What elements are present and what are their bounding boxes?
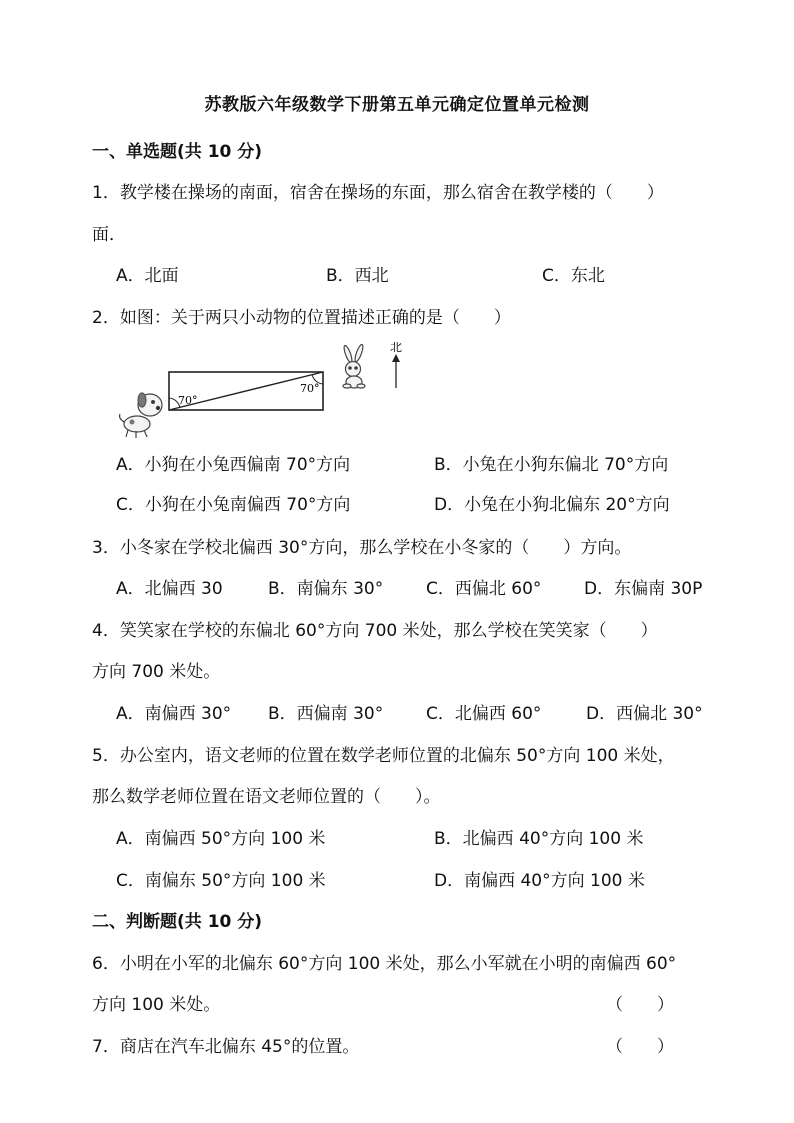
question-2-option-d[interactable]: D．小兔在小狗北偏东 20°方向	[434, 495, 670, 515]
question-6-answer-blank[interactable]: （ ）	[606, 995, 674, 1015]
question-4-text-cont: 方向 700 米处。	[92, 662, 221, 682]
section-heading-single-choice: 一、单选题(共 10 分)	[92, 142, 263, 162]
question-1-text-cont: 面．	[92, 225, 126, 245]
question-7-text: 7．商店在汽车北偏东 45°的位置。	[92, 1037, 360, 1057]
question-4-option-d[interactable]: D．西偏北 30°	[586, 704, 703, 724]
question-3-text: 3．小冬家在学校北偏西 30°方向，那么学校在小冬家的（ ）方向。	[92, 538, 632, 558]
north-arrow-icon	[392, 354, 400, 388]
angle-label-right: 70°	[300, 382, 320, 395]
question-3-option-d[interactable]: D．东偏南 30P	[584, 579, 703, 599]
question-2-option-a[interactable]: A．小狗在小兔西偏南 70°方向	[116, 455, 351, 475]
question-5-option-b[interactable]: B．北偏西 40°方向 100 米	[434, 829, 644, 849]
dog-icon	[120, 393, 163, 438]
question-4-option-a[interactable]: A．南偏西 30°	[116, 704, 232, 724]
question-3-option-b[interactable]: B．南偏东 30°	[268, 579, 384, 599]
question-1-text: 1．教学楼在操场的南面，宿舍在操场的东面，那么宿舍在教学楼的（ ）	[92, 183, 664, 203]
angle-label-left: 70°	[178, 394, 198, 407]
question-7-answer-blank[interactable]: （ ）	[606, 1037, 674, 1057]
question-5-option-d[interactable]: D．南偏西 40°方向 100 米	[434, 871, 645, 891]
question-3-option-c[interactable]: C．西偏北 60°	[426, 579, 542, 599]
question-4-option-b[interactable]: B．西偏南 30°	[268, 704, 384, 724]
question-5-text: 5．办公室内，语文老师的位置在数学老师位置的北偏东 50°方向 100 米处，	[92, 746, 675, 766]
question-2-option-c[interactable]: C．小狗在小兔南偏西 70°方向	[116, 495, 351, 515]
question-1-option-b[interactable]: B．西北	[326, 266, 389, 286]
question-2-text: 2．如图：关于两只小动物的位置描述正确的是（ ）	[92, 308, 511, 328]
position-diagram	[112, 342, 412, 442]
question-3-option-a[interactable]: A．北偏西 30	[116, 579, 223, 599]
rabbit-icon	[343, 344, 365, 388]
question-6-text: 6．小明在小军的北偏东 60°方向 100 米处，那么小军就在小明的南偏西 60°	[92, 954, 677, 974]
section-heading-true-false: 二、判断题(共 10 分)	[92, 912, 263, 932]
question-6-text-cont: 方向 100 米处。	[92, 995, 221, 1015]
question-2-option-b[interactable]: B．小兔在小狗东偏北 70°方向	[434, 455, 669, 475]
question-1-option-c[interactable]: C．东北	[542, 266, 605, 286]
question-5-option-c[interactable]: C．南偏东 50°方向 100 米	[116, 871, 326, 891]
question-5-text-cont: 那么数学老师位置在语文老师位置的（ ）。	[92, 787, 441, 807]
question-4-option-c[interactable]: C．北偏西 60°	[426, 704, 542, 724]
question-4-text: 4．笑笑家在学校的东偏北 60°方向 700 米处，那么学校在笑笑家（ ）	[92, 621, 658, 641]
question-5-option-a[interactable]: A．南偏西 50°方向 100 米	[116, 829, 326, 849]
question-2-figure	[112, 342, 412, 442]
north-label: 北	[390, 342, 403, 354]
page-title: 苏教版六年级数学下册第五单元确定位置单元检测	[204, 95, 590, 115]
question-1-option-a[interactable]: A．北面	[116, 266, 179, 286]
